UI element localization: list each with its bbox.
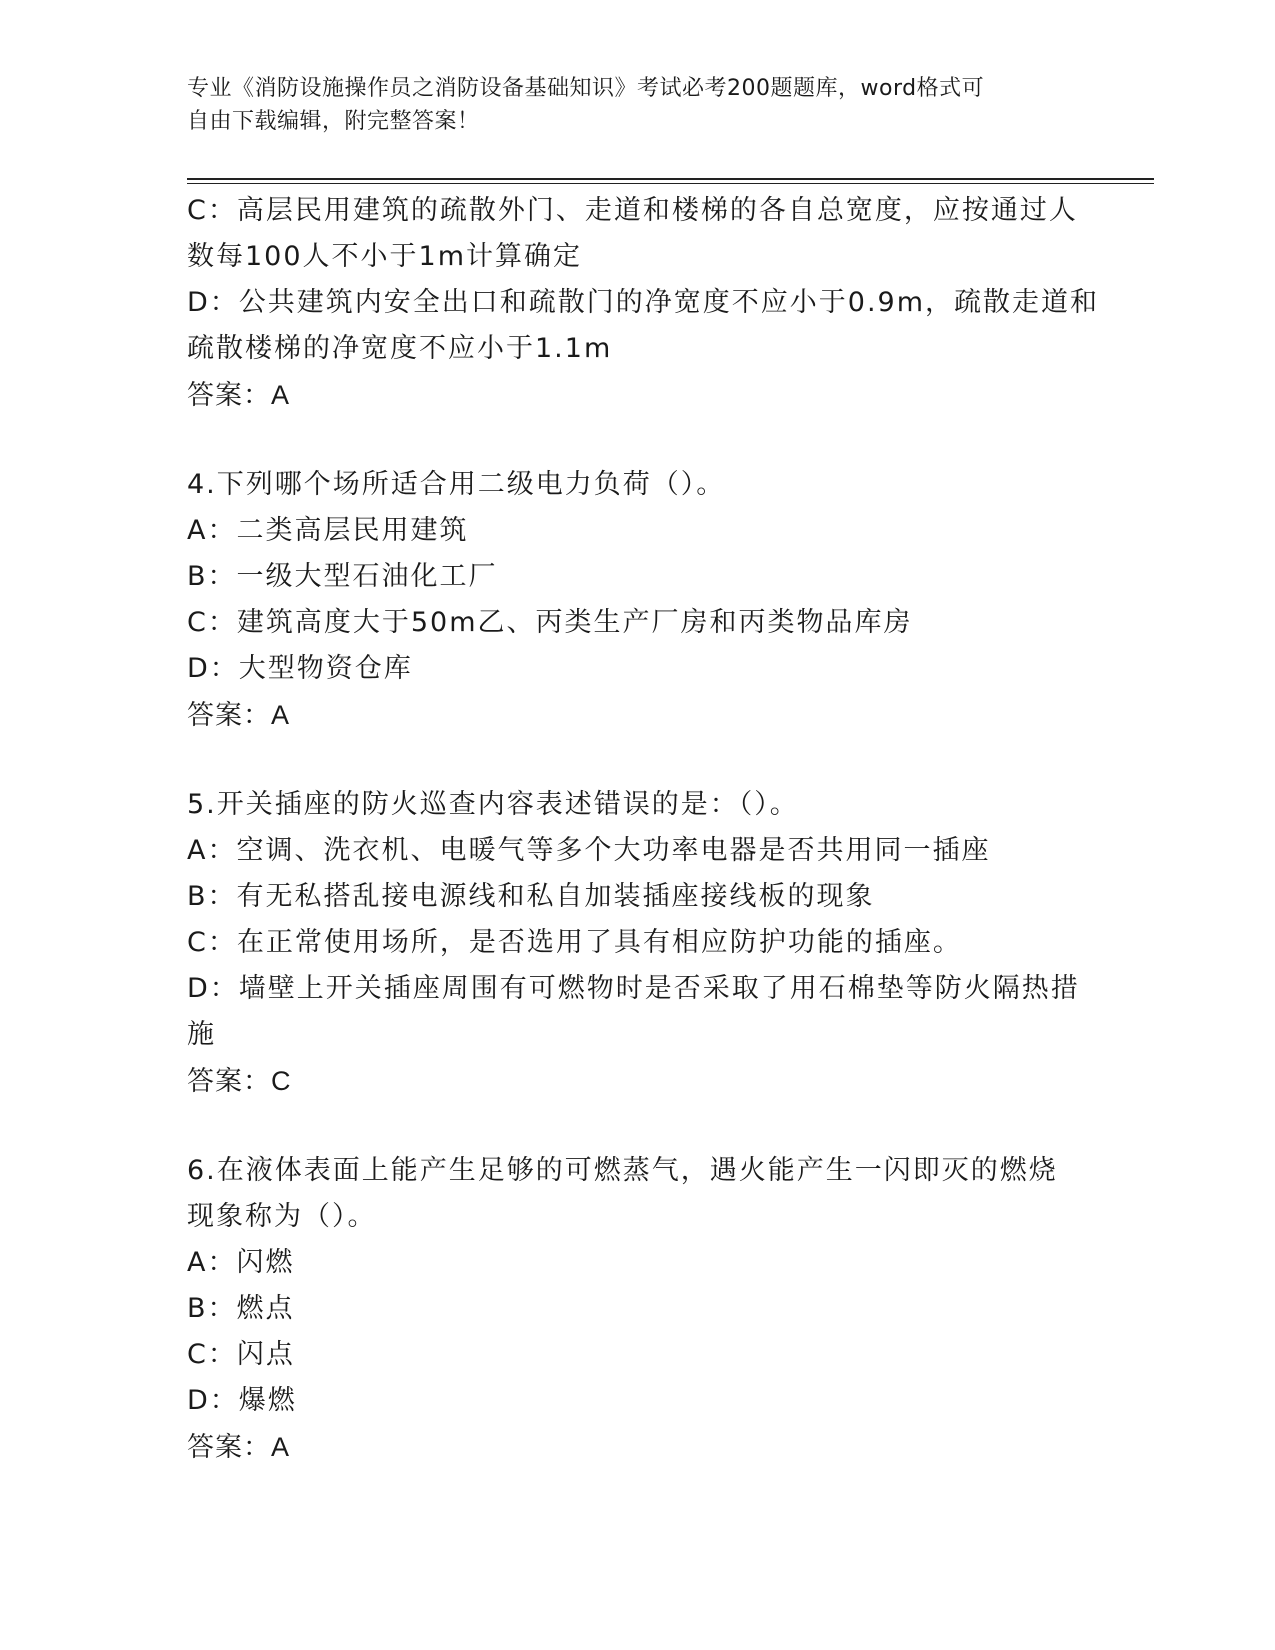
option-c: C：在正常使用场所，是否选用了具有相应防护功能的插座。 bbox=[187, 927, 962, 958]
spacer bbox=[187, 418, 1087, 462]
option-d-line-2: 疏散楼梯的净宽度不应小于1.1m bbox=[187, 333, 613, 364]
option-d: D：大型物资仓库 bbox=[187, 653, 413, 684]
question-4-block bbox=[187, 462, 1087, 738]
answer-line: 答案：A bbox=[187, 1432, 291, 1462]
document-header bbox=[187, 72, 1087, 138]
option-a: A：二类高层民用建筑 bbox=[187, 515, 469, 546]
header-line-2: 自由下载编辑，附完整答案！ bbox=[187, 109, 480, 134]
option-b: B：一级大型石油化工厂 bbox=[187, 561, 498, 592]
question-list bbox=[187, 188, 1100, 1470]
question-text: 5.开关插座的防火巡查内容表述错误的是：（）。 bbox=[187, 789, 799, 820]
header-divider-thick bbox=[187, 178, 1154, 180]
header-divider-thin bbox=[187, 183, 1154, 184]
option-c: C：建筑高度大于50m乙、丙类生产厂房和丙类物品库房 bbox=[187, 607, 913, 638]
option-a: A：空调、洗衣机、电暖气等多个大功率电器是否共用同一插座 bbox=[187, 835, 991, 866]
option-d-line-1: D：墙壁上开关插座周围有可燃物时是否采取了用石棉垫等防火隔热措 bbox=[187, 973, 1080, 1004]
spacer bbox=[187, 738, 1087, 782]
option-b: B：有无私搭乱接电源线和私自加装插座接线板的现象 bbox=[187, 881, 875, 912]
answer-line: 答案：A bbox=[187, 380, 291, 410]
question-text: 4.下列哪个场所适合用二级电力负荷（）。 bbox=[187, 469, 726, 500]
question-text-line-2: 现象称为（）。 bbox=[187, 1201, 377, 1232]
option-c: C：闪点 bbox=[187, 1339, 295, 1370]
answer-line: 答案：C bbox=[187, 1066, 292, 1096]
question-text-line-1: 6.在液体表面上能产生足够的可燃蒸气，遇火能产生一闪即灭的燃烧 bbox=[187, 1155, 1058, 1186]
question-3-block bbox=[187, 188, 1100, 418]
question-5-block bbox=[187, 782, 1087, 1104]
option-b: B：燃点 bbox=[187, 1293, 295, 1324]
option-d-line-2: 施 bbox=[187, 1019, 216, 1050]
spacer bbox=[187, 1104, 1087, 1148]
option-d-line-1: D：公共建筑内安全出口和疏散门的净宽度不应小于0.9m，疏散走道和 bbox=[187, 287, 1100, 318]
option-c-line-1: C：高层民用建筑的疏散外门、走道和楼梯的各自总宽度，应按通过人 bbox=[187, 195, 1078, 226]
option-a: A：闪燃 bbox=[187, 1247, 295, 1278]
option-c-line-2: 数每100人不小于1m计算确定 bbox=[187, 241, 583, 272]
header-line-1: 专业《消防设施操作员之消防设备基础知识》考试必考200题题库，word格式可 bbox=[187, 76, 985, 101]
question-6-block bbox=[187, 1148, 1087, 1470]
option-d: D：爆燃 bbox=[187, 1385, 297, 1416]
answer-line: 答案：A bbox=[187, 700, 291, 730]
